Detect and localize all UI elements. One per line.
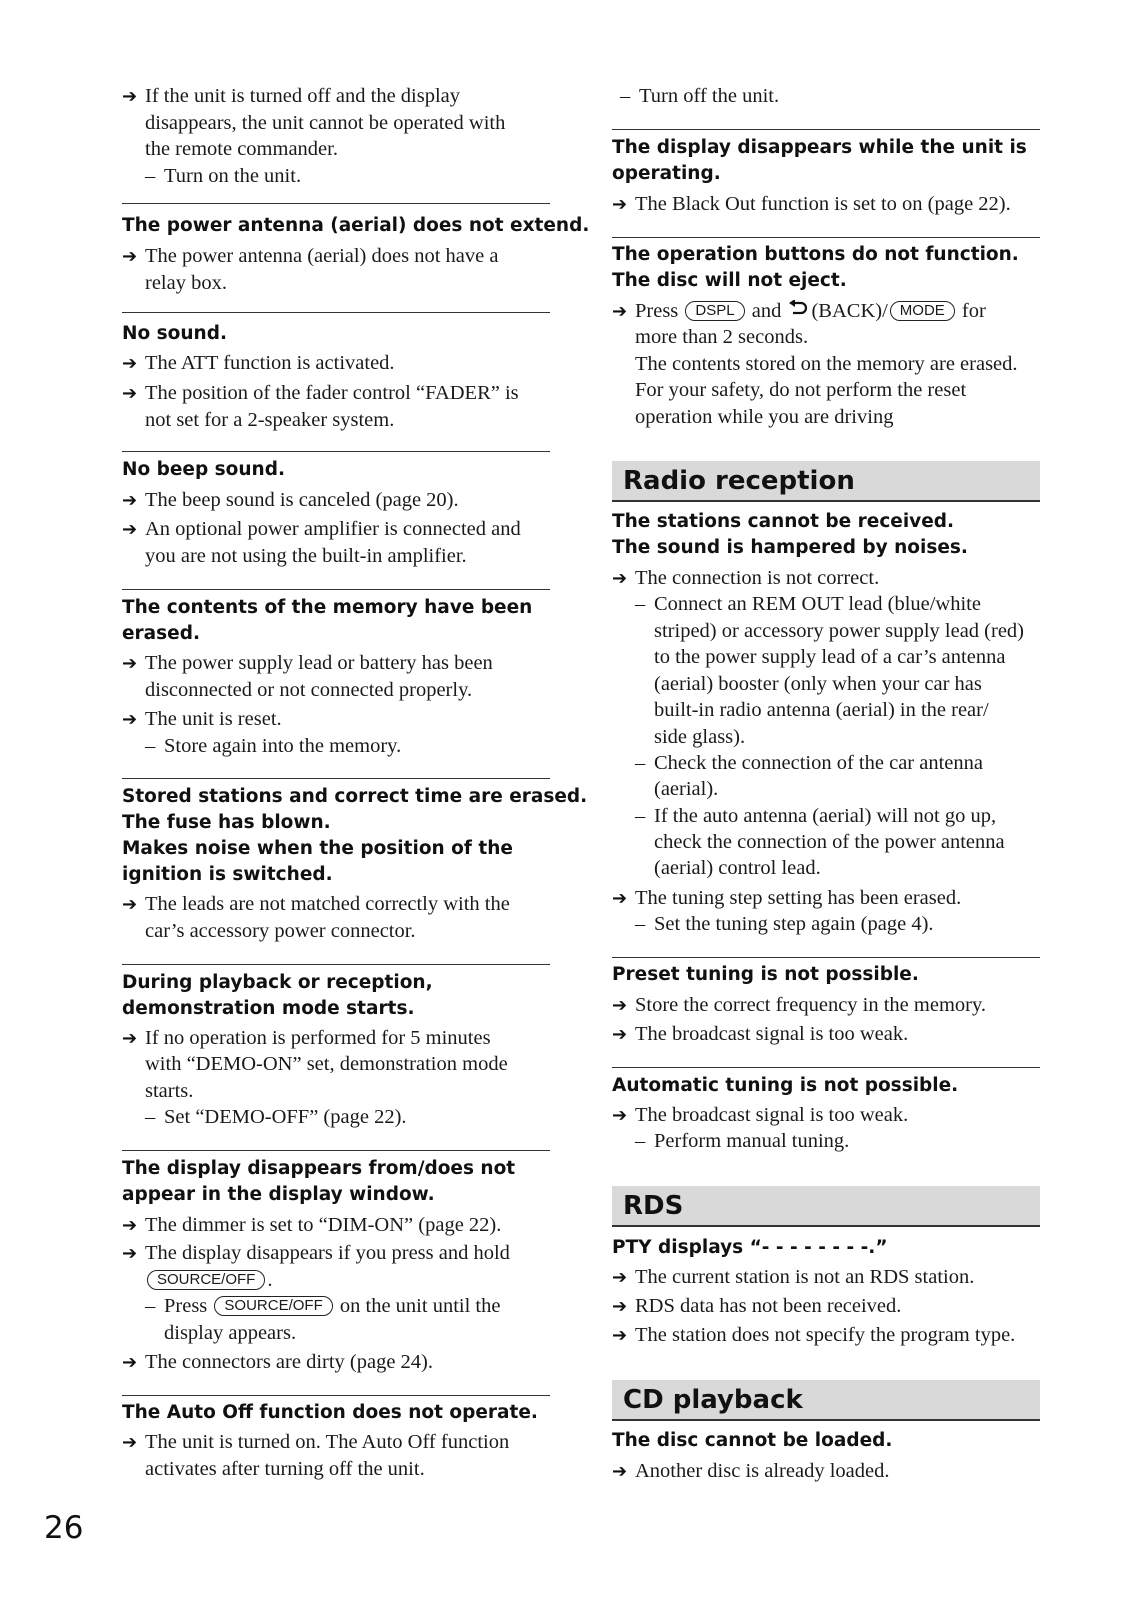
issue-heading: PTY displays “- - - - - - - -.” bbox=[612, 1237, 888, 1258]
issue-heading: The stations cannot be received. bbox=[612, 511, 955, 532]
arrow-icon: ➔ bbox=[612, 1461, 628, 1482]
dash-bullet: – bbox=[635, 805, 646, 827]
arrow-icon: ➔ bbox=[122, 709, 138, 730]
arrow-icon: ➔ bbox=[612, 301, 628, 322]
text-line: with “DEMO-ON” set, demonstration mode bbox=[145, 1053, 508, 1075]
dash-bullet: – bbox=[635, 593, 646, 615]
dash-bullet: – bbox=[635, 1130, 646, 1152]
issue-heading: The contents of the memory have been bbox=[122, 597, 533, 618]
mode-key: MODE bbox=[890, 301, 955, 321]
issue-heading: The disc cannot be loaded. bbox=[612, 1430, 893, 1451]
text-fragment: (BACK)/ bbox=[811, 300, 888, 322]
dspl-key: DSPL bbox=[685, 301, 744, 321]
text-line: (aerial). bbox=[654, 778, 719, 800]
arrow-icon: ➔ bbox=[612, 1267, 628, 1288]
page-number: 26 bbox=[44, 1510, 84, 1546]
text-line: the remote commander. bbox=[145, 138, 338, 160]
text-fragment: on the unit until the bbox=[339, 1295, 501, 1317]
back-arrow-icon bbox=[788, 300, 808, 318]
issue-heading: Preset tuning is not possible. bbox=[612, 964, 919, 985]
arrow-icon: ➔ bbox=[612, 888, 628, 909]
section-divider bbox=[612, 957, 1040, 958]
dash-bullet: – bbox=[620, 85, 631, 107]
text-fragment: and bbox=[751, 300, 782, 322]
arrow-icon: ➔ bbox=[122, 1028, 138, 1049]
arrow-icon: ➔ bbox=[612, 1325, 628, 1346]
text-line bbox=[635, 298, 986, 325]
text-line: operation while you are driving bbox=[635, 406, 894, 428]
arrow-icon: ➔ bbox=[612, 194, 628, 215]
dash-bullet: – bbox=[145, 165, 156, 187]
section-divider bbox=[122, 1150, 550, 1151]
section-title: RDS bbox=[623, 1191, 684, 1221]
text-line: The broadcast signal is too weak. bbox=[635, 1104, 909, 1126]
dash-bullet: – bbox=[635, 913, 646, 935]
issue-heading: The disc will not eject. bbox=[612, 270, 847, 291]
section-divider bbox=[122, 589, 550, 590]
text-line: Another disc is already loaded. bbox=[635, 1460, 890, 1482]
text-line: starts. bbox=[145, 1080, 194, 1102]
issue-heading: The sound is hampered by noises. bbox=[612, 537, 968, 558]
arrow-icon: ➔ bbox=[612, 995, 628, 1016]
issue-heading: demonstration mode starts. bbox=[122, 998, 415, 1019]
text-line: The unit is reset. bbox=[145, 708, 282, 730]
text-line: The unit is turned on. The Auto Off function bbox=[145, 1431, 510, 1453]
arrow-icon: ➔ bbox=[122, 1432, 138, 1453]
section-title: Radio reception bbox=[623, 466, 855, 496]
text-line: The tuning step setting has been erased. bbox=[635, 887, 962, 909]
text-line: Store again into the memory. bbox=[164, 735, 402, 757]
section-divider bbox=[612, 129, 1040, 130]
dash-bullet: – bbox=[635, 752, 646, 774]
arrow-icon: ➔ bbox=[612, 1024, 628, 1045]
text-line: The current station is not an RDS station. bbox=[635, 1266, 975, 1288]
section-title: CD playback bbox=[623, 1385, 803, 1415]
arrow-icon: ➔ bbox=[122, 1215, 138, 1236]
section-band-cd bbox=[612, 1380, 1040, 1421]
text-line: The power antenna (aerial) does not have a bbox=[145, 245, 499, 267]
text-line: more than 2 seconds. bbox=[635, 326, 809, 348]
text-fragment: Press bbox=[635, 300, 679, 322]
text-line: display appears. bbox=[164, 1322, 297, 1344]
text-line: If the unit is turned off and the display bbox=[145, 85, 461, 107]
issue-heading: During playback or reception, bbox=[122, 972, 433, 993]
text-line: Set the tuning step again (page 4). bbox=[654, 913, 934, 935]
issue-heading: operating. bbox=[612, 163, 721, 184]
text-line: (aerial) control lead. bbox=[654, 857, 821, 879]
source-off-key: SOURCE/OFF bbox=[214, 1296, 332, 1316]
text-line: Turn on the unit. bbox=[164, 165, 302, 187]
arrow-icon: ➔ bbox=[612, 568, 628, 589]
text-line: side glass). bbox=[654, 726, 746, 748]
arrow-icon: ➔ bbox=[122, 1243, 138, 1264]
section-band-rds bbox=[612, 1186, 1040, 1227]
text-line: you are not using the built-in amplifier. bbox=[145, 545, 467, 567]
text-line: The beep sound is canceled (page 20). bbox=[145, 489, 459, 511]
issue-heading: The display disappears from/does not bbox=[122, 1158, 516, 1179]
arrow-icon: ➔ bbox=[122, 383, 138, 404]
arrow-icon: ➔ bbox=[122, 246, 138, 267]
text-line: Check the connection of the car antenna bbox=[654, 752, 983, 774]
text-line: The position of the fader control “FADER” is bbox=[145, 382, 519, 404]
text-line: disappears, the unit cannot be operated with bbox=[145, 112, 506, 134]
text-line: to the power supply lead of a car’s antenna bbox=[654, 646, 1006, 668]
dash-bullet: – bbox=[145, 1106, 156, 1128]
section-divider bbox=[122, 203, 550, 204]
issue-heading: The display disappears while the unit is bbox=[612, 137, 1027, 158]
text-line: The dimmer is set to “DIM-ON” (page 22). bbox=[145, 1214, 502, 1236]
text-line: The leads are not matched correctly with the bbox=[145, 893, 510, 915]
text-line: not set for a 2-speaker system. bbox=[145, 409, 395, 431]
text-line: The power supply lead or battery has been bbox=[145, 652, 493, 674]
text-line: relay box. bbox=[145, 272, 227, 294]
section-band-radio bbox=[612, 461, 1040, 502]
arrow-icon: ➔ bbox=[122, 653, 138, 674]
issue-heading: Makes noise when the position of the bbox=[122, 838, 513, 859]
section-divider bbox=[122, 964, 550, 965]
issue-heading: ignition is switched. bbox=[122, 864, 333, 885]
issue-heading: The operation buttons do not function. bbox=[612, 244, 1019, 265]
arrow-icon: ➔ bbox=[122, 490, 138, 511]
text-line: SOURCE/OFF . bbox=[145, 1267, 272, 1294]
issue-heading: The Auto Off function does not operate. bbox=[122, 1402, 538, 1423]
arrow-icon: ➔ bbox=[122, 519, 138, 540]
issue-heading: Stored stations and correct time are erased. bbox=[122, 786, 588, 807]
arrow-icon: ➔ bbox=[122, 894, 138, 915]
text-line: activates after turning off the unit. bbox=[145, 1458, 425, 1480]
section-divider bbox=[122, 778, 550, 779]
section-divider bbox=[122, 451, 550, 452]
text-line: Perform manual tuning. bbox=[654, 1130, 850, 1152]
arrow-icon: ➔ bbox=[122, 353, 138, 374]
text-line: For your safety, do not perform the reset bbox=[635, 379, 967, 401]
text-line: An optional power amplifier is connected and bbox=[145, 518, 521, 540]
text-line: RDS data has not been received. bbox=[635, 1295, 902, 1317]
arrow-icon: ➔ bbox=[122, 86, 138, 107]
arrow-icon: ➔ bbox=[122, 1352, 138, 1373]
text-line: The connection is not correct. bbox=[635, 567, 880, 589]
arrow-icon: ➔ bbox=[612, 1296, 628, 1317]
text-line: Turn off the unit. bbox=[639, 85, 780, 107]
text-line: The ATT function is activated. bbox=[145, 352, 395, 374]
section-divider bbox=[122, 1395, 550, 1396]
text-line: (aerial) booster (only when your car has bbox=[654, 673, 982, 695]
text-line: The broadcast signal is too weak. bbox=[635, 1023, 909, 1045]
text-line: If no operation is performed for 5 minutes bbox=[145, 1027, 491, 1049]
issue-heading: No beep sound. bbox=[122, 459, 285, 480]
text-line: The connectors are dirty (page 24). bbox=[145, 1351, 434, 1373]
text-line bbox=[164, 1293, 500, 1320]
text-line: disconnected or not connected properly. bbox=[145, 679, 473, 701]
section-divider bbox=[612, 237, 1040, 238]
issue-heading: erased. bbox=[122, 623, 200, 644]
text-line: striped) or accessory power supply lead (red) bbox=[654, 620, 1025, 642]
text-line: The Black Out function is set to on (page 22). bbox=[635, 193, 1011, 215]
section-divider bbox=[612, 1067, 1040, 1068]
dash-bullet: – bbox=[145, 735, 156, 757]
text-fragment: for bbox=[961, 300, 986, 322]
source-off-key: SOURCE/OFF bbox=[147, 1270, 265, 1290]
section-divider bbox=[122, 312, 550, 313]
text-line: check the connection of the power antenna bbox=[654, 831, 1005, 853]
issue-heading: The power antenna (aerial) does not extend. bbox=[122, 215, 590, 236]
text-line: car’s accessory power connector. bbox=[145, 920, 416, 942]
text-fragment: Press bbox=[164, 1295, 208, 1317]
issue-heading: No sound. bbox=[122, 323, 227, 344]
issue-heading: Automatic tuning is not possible. bbox=[612, 1075, 959, 1096]
text-line: built-in radio antenna (aerial) in the rear/ bbox=[654, 699, 989, 721]
issue-heading: The fuse has blown. bbox=[122, 812, 331, 833]
text-line: Connect an REM OUT lead (blue/white bbox=[654, 593, 981, 615]
arrow-icon: ➔ bbox=[612, 1105, 628, 1126]
text-line: Set “DEMO-OFF” (page 22). bbox=[164, 1106, 407, 1128]
text-line: Store the correct frequency in the memory. bbox=[635, 994, 987, 1016]
dash-bullet: – bbox=[145, 1295, 156, 1317]
text-line: The display disappears if you press and hold bbox=[145, 1242, 510, 1264]
text-line: The contents stored on the memory are erased. bbox=[635, 353, 1018, 375]
text-line: If the auto antenna (aerial) will not go up, bbox=[654, 805, 997, 827]
issue-heading: appear in the display window. bbox=[122, 1184, 435, 1205]
text-line: The station does not specify the program type. bbox=[635, 1324, 1016, 1346]
